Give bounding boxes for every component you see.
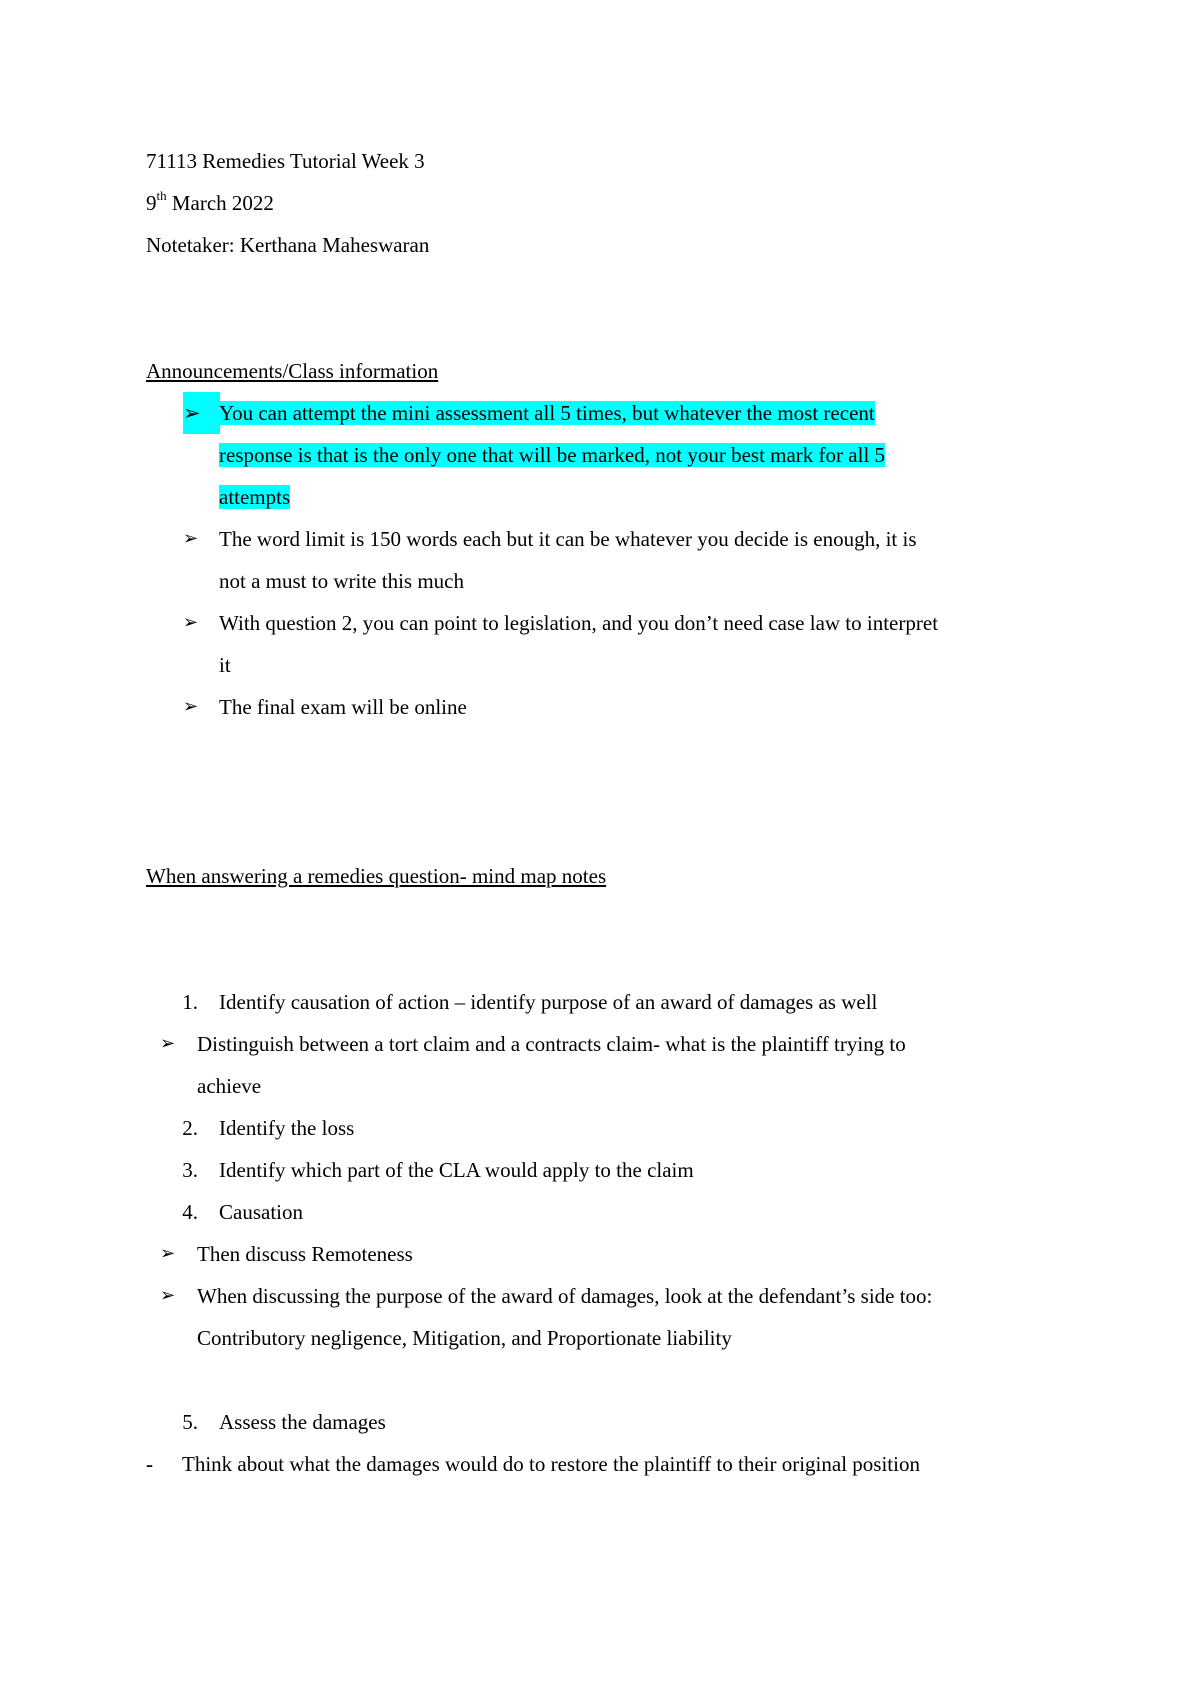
document-title: 71113 Remedies Tutorial Week 3: [146, 149, 425, 173]
step-text: Assess the damages: [219, 1410, 386, 1434]
announcement-line: With question 2, you can point to legislation, and you don’t need case law to interpret: [219, 611, 939, 635]
announcement-line: You can attempt the mini assessment all 5 times, but whatever the most recent: [219, 401, 875, 425]
sub-bullet-line: Then discuss Remoteness: [197, 1242, 413, 1266]
sub-bullet-line: achieve: [197, 1074, 262, 1098]
step-number: 2.: [182, 1116, 198, 1140]
announcement-line: The word limit is 150 words each but it can be whatever you decide is enough, it is: [219, 527, 917, 551]
arrow-bullet-icon: ➢: [160, 1285, 176, 1306]
step-number: 3.: [182, 1158, 198, 1182]
arrow-bullet-icon: ➢: [183, 612, 199, 633]
date-day: 9: [146, 191, 157, 215]
announcement-line: The final exam will be online: [219, 695, 467, 719]
announcements-heading: Announcements/Class information: [146, 359, 439, 383]
step-number: 1.: [182, 990, 198, 1014]
arrow-bullet-icon: ➢: [183, 696, 199, 717]
step-text: Causation: [219, 1200, 303, 1224]
step-number: 5.: [182, 1410, 198, 1434]
step-text: Identify causation of action – identify purpose of an award of damages as well: [219, 990, 878, 1014]
announcement-line: attempts: [219, 485, 291, 509]
announcement-line: response is that is the only one that will be marked, not your best mark for all 5: [219, 443, 886, 467]
step-text: Identify the loss: [219, 1116, 355, 1140]
date-rest: March 2022: [166, 191, 274, 215]
arrow-bullet-icon: ➢: [183, 528, 199, 549]
arrow-bullet-icon: ➢: [183, 392, 220, 434]
announcement-line: not a must to write this much: [219, 569, 464, 593]
date-suffix: th: [156, 188, 167, 203]
mindmap-heading: When answering a remedies question- mind map notes: [146, 864, 607, 888]
announcement-line: it: [219, 653, 231, 677]
arrow-bullet-icon: ➢: [160, 1033, 176, 1054]
arrow-bullet-icon: ➢: [160, 1243, 176, 1264]
dash-item-text: Think about what the damages would do to restore the plaintiff to their original position: [182, 1452, 920, 1476]
step-text: Identify which part of the CLA would apply to the claim: [219, 1158, 694, 1182]
sub-bullet-line: Distinguish between a tort claim and a contracts claim- what is the plaintiff trying to: [197, 1032, 906, 1056]
sub-bullet-line: When discussing the purpose of the award of damages, look at the defendant’s side too:: [197, 1284, 933, 1308]
step-number: 4.: [182, 1200, 198, 1224]
sub-bullet-line: Contributory negligence, Mitigation, and Proportionate liability: [197, 1326, 732, 1350]
document-date: [146, 182, 274, 224]
dash-bullet-icon: -: [146, 1452, 153, 1476]
notetaker: Notetaker: Kerthana Maheswaran: [146, 233, 430, 257]
